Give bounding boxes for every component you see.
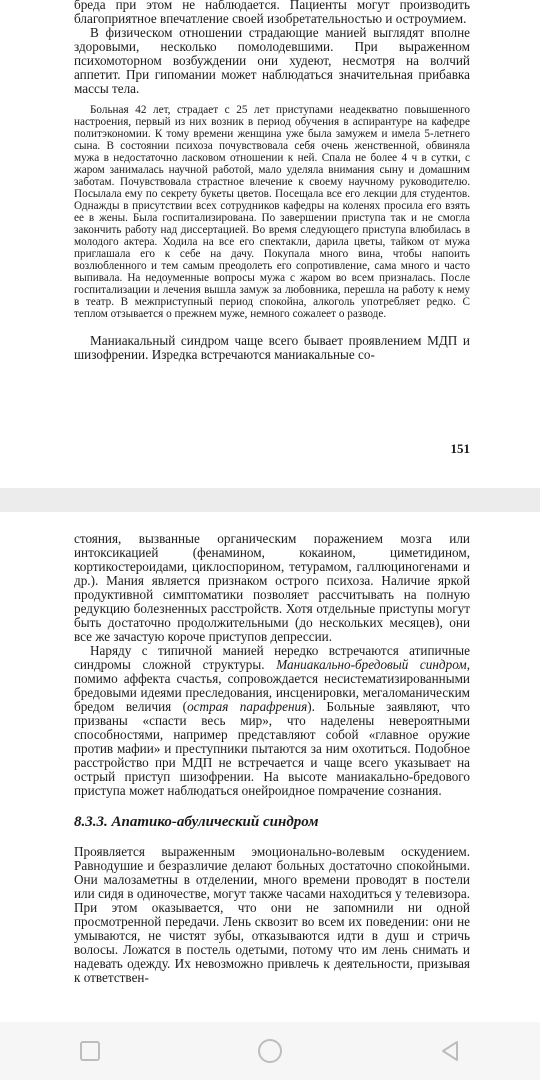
- circle-icon: [256, 1037, 284, 1065]
- back-button[interactable]: [420, 1031, 480, 1071]
- home-button[interactable]: [240, 1031, 300, 1071]
- paragraph-states: стояния, вызванные органическим поражением мозга или интоксикацией (фенамином, кокаином, циметидином, кортикостероидами, циклоспорином, тетурамом, галлюциногенами и др.). Мания является признаком острого психоза. Наличие яркой продуктивной симптоматики позволяет рассчитывать на полную редукцию болезненных расстройств. Хотя отдельные приступы могут быть достаточно продолжительными (до нескольких месяцев), они все же зачастую короче приступов депрессии.: [74, 531, 470, 644]
- paragraph-atypical: [74, 644, 470, 798]
- case-study: Больная 42 лет, страдает с 25 лет приступами неадекватно повышенного настроения, первый из них возник в период обучения в аспирантуре на кафедре политэкономии. К тому времени женщина уже была замужем и имела 5-летнего сына. В состоянии психоза почувствовала себя очень женственной, обвиняла мужа в недостаточно ласковом отношении к ней. Спала не более 4 ч в сутки, с жаром занималась научной работой, мало уделяла внимания сыну и домашним заботам. Почувствовала страстное влечение к своему научному руководителю. Посылала ему по секрету букеты цветов. Посещала все его лекции для студентов. Однажды в присутствии всех сотрудников кафедры на коленях просила его взять ее в жены. Была госпитализирована. По завершении приступа так и не смогла закончить работу над диссертацией. Во время следующего приступа влюбилась в молодого актера. Ходила на все его спектакли, дарила цветы, тайком от мужа приглашала его к себе на дачу. Покупала много вина, чтобы напоить возлюбленного и тем самым преодолеть его сопротивление, сама много и часто выпивала. На недоуменные вопросы мужа с жаром во всем призналась. После госпитализации и лечения вышла замуж за любовника, перешла на работу к нему в театр. В межприступный период спокойна, алкоголь употребляет редко. С теплом отзывается о прежнем муже, немного сожалеет о разводе.: [74, 104, 470, 320]
- page-number: 151: [450, 441, 470, 456]
- text-span: Наряду с типичной манией нередко встречаются атипичные синдромы сложной структуры.: [74, 643, 470, 672]
- text-span: , помимо аффекта счастья, сопровождается несистематизированными бредовыми идеями преследования, инсценировки, мегаломаническим бредом величия (: [74, 657, 470, 714]
- square-icon: [79, 1040, 101, 1062]
- page2-text: [74, 532, 470, 985]
- system-navigation-bar: [0, 1022, 540, 1080]
- paragraph-physical: В физическом отношении страдающие манией выглядят вполне здоровыми, несколько помолодевшими. При выраженном психомоторном возбуждении они худеют, несмотря на волчий аппетит. При гипомании может наблюдаться значительная прибавка массы тела.: [74, 25, 470, 96]
- section-heading: 8.3.3. Апатико-абулический синдром: [74, 814, 319, 830]
- term-acute-paraphrenia: острая парафрения: [187, 699, 308, 714]
- term-manic-delusional: Маниакально-бредовый синдром: [276, 657, 467, 672]
- page1-text: [74, 0, 470, 362]
- paragraph-manic-syndrome: Маниакальный синдром чаще всего бывает проявлением МДП и шизофрении. Изредка встречаются маниакальные со-: [74, 333, 470, 362]
- recent-apps-button[interactable]: [60, 1031, 120, 1071]
- paragraph-continuation: бреда при этом не наблюдается. Пациенты могут производить благоприятное впечатление своей изобретательностью и остроумием.: [74, 0, 470, 26]
- text-span: ). Больные заявляют, что призваны «спасти весь мир», что наделены невероятными способностями, например представляют собой «главное оружие против мафии» и преступники пытаются за ним охотиться. Подобное расстройство при МДП не встречается и чаще всего указывает на острый приступ шизофрении. На высоте маниакально-бредового приступа может наблюдаться онейроидное помрачение сознания.: [74, 699, 471, 798]
- page-separator: [0, 488, 540, 512]
- triangle-back-icon: [438, 1039, 462, 1063]
- book-page-152: [0, 512, 540, 1022]
- book-page-151: [0, 0, 540, 488]
- paragraph-apathy: Проявляется выраженным эмоционально-волевым оскудением. Равнодушие и безразличие делают больных достаточно спокойными. Они малозаметны в отделении, много времени проводят в постели или сидя в одиночестве, могут также часами находиться у телевизора. При этом оказывается, что они не запомнили ни одной просмотренной передачи. Лень сквозит во всем их поведении: они не умываются, не чистят зубы, отказываются идти в душ и стричь волосы. Ложатся в постель одетыми, потому что им лень снимать и надевать одежду. Их невозможно привлечь к деятельности, призывая к ответствен-: [74, 844, 470, 985]
